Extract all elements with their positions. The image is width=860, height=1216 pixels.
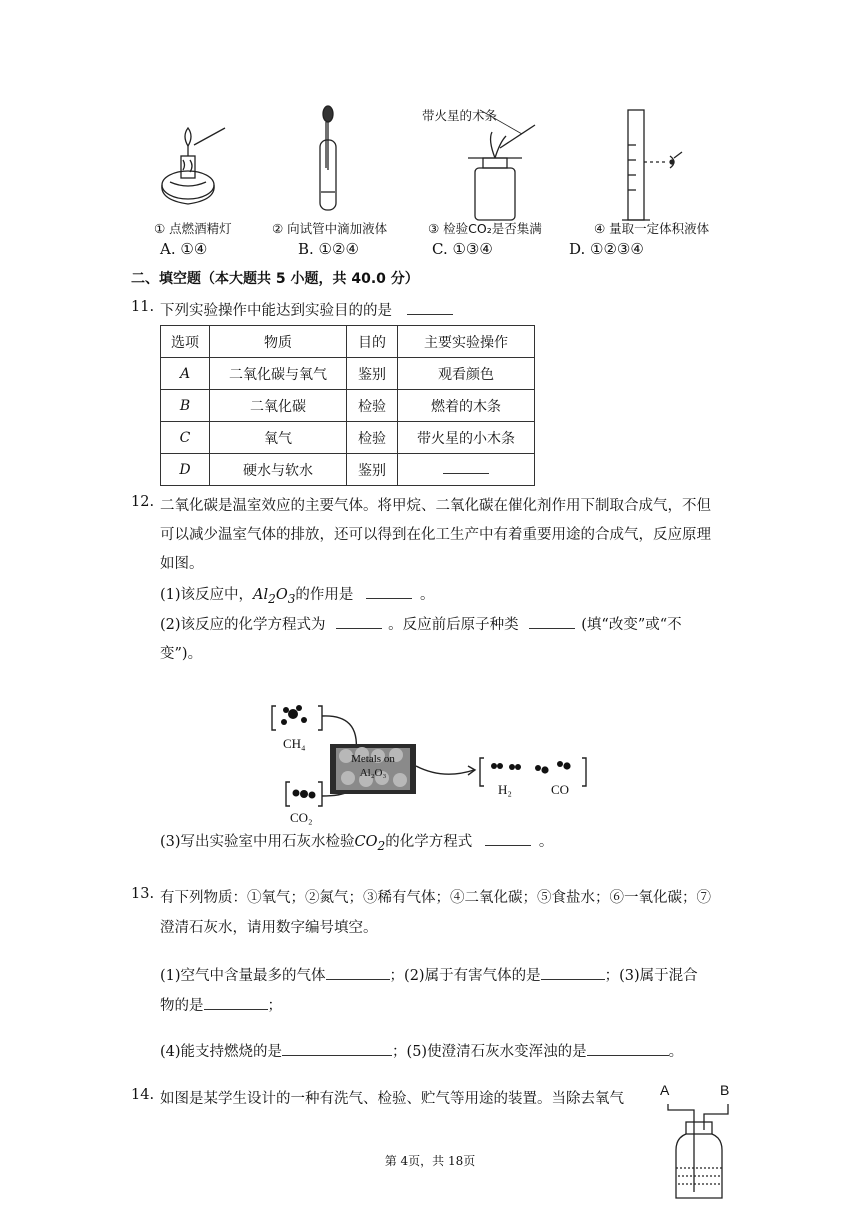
catalyst-label-line1: Metals on bbox=[351, 753, 395, 765]
q13-p5: (4)能支持燃烧的是 bbox=[160, 1044, 283, 1060]
q14-number: 14. bbox=[131, 1087, 155, 1103]
table-row bbox=[161, 454, 535, 486]
caption-3: ③ 检验CO₂是否集满 bbox=[428, 221, 542, 236]
table-cell: D bbox=[161, 454, 210, 486]
strip-label: 带火星的木条 bbox=[422, 108, 498, 123]
gas-bottle-drawing bbox=[468, 110, 535, 220]
q12-sub2-text: (2)该反应的化学方程式为 bbox=[160, 617, 326, 633]
q12-sub2-cont: 变”)。 bbox=[160, 646, 203, 662]
table-cell: C bbox=[161, 422, 210, 454]
q12-sub3-text-b: 的化学方程式 bbox=[385, 834, 473, 850]
q12-sub2-blank-1[interactable] bbox=[336, 628, 382, 629]
table-cell: A bbox=[161, 358, 210, 390]
q13-p1: (1)空气中含量最多的气体 bbox=[160, 968, 326, 984]
header-cell: 选项 bbox=[161, 326, 210, 358]
header-cell: 物质 bbox=[210, 326, 347, 358]
port-b-label: B bbox=[720, 1082, 730, 1098]
q14-text: 如图是某学生设计的一种有洗气、检验、贮气等用途的装置。当除去氧气 bbox=[160, 1091, 624, 1107]
q11-answer-blank[interactable] bbox=[407, 314, 453, 315]
q13-p4: 物的是 bbox=[160, 998, 204, 1014]
q12-line-2: 可以减少温室气体的排放，还可以得到在化工生产中有着重要用途的合成气，反应原理 bbox=[160, 527, 711, 543]
caption-2: ② 向试管中滴加液体 bbox=[272, 221, 388, 236]
caption-4: ④ 量取一定体积液体 bbox=[594, 221, 710, 236]
header-cell: 主要实验操作 bbox=[398, 326, 535, 358]
table-cell: 鉴别 bbox=[347, 358, 398, 390]
q11-table bbox=[160, 325, 535, 486]
q13-sub-line-2: 物的是 ； bbox=[160, 998, 282, 1014]
q12-sub3-blank[interactable] bbox=[485, 845, 531, 846]
table-cell: 硬水与软水 bbox=[210, 454, 347, 486]
al2o3-formula: $Al_2O_3$ bbox=[253, 587, 296, 606]
table-header-row bbox=[161, 326, 535, 358]
table-cell: 二氧化碳与氧气 bbox=[210, 358, 347, 390]
option-b[interactable]: B. ①②④ bbox=[298, 240, 359, 258]
table-cell: 检验 bbox=[347, 422, 398, 454]
co2-label: CO₂ bbox=[290, 810, 313, 825]
table-cell: 观看颜色 bbox=[398, 358, 535, 390]
reaction-diagram bbox=[268, 700, 608, 830]
graduated-cylinder-drawing bbox=[622, 110, 682, 220]
table-cell: 鉴别 bbox=[347, 454, 398, 486]
table-row bbox=[161, 358, 535, 390]
table-row bbox=[161, 390, 535, 422]
q13-blank-3[interactable] bbox=[204, 1009, 268, 1010]
q13-sub-line-3: (4)能支持燃烧的是 ；(5)使澄清石灰水变浑浊的是 。 bbox=[160, 1044, 684, 1060]
section-title: 二、填空题（本大题共 5 小题，共 40.0 分） bbox=[131, 271, 419, 287]
q12-line-1: 二氧化碳是温室效应的主要气体。将甲烷、二氧化碳在催化剂作用下制取合成气，不但 bbox=[160, 498, 711, 514]
catalyst-label bbox=[336, 752, 410, 780]
header-cell: 目的 bbox=[347, 326, 398, 358]
wash-bottle-figure bbox=[656, 1080, 740, 1200]
q12-sub2-blank-2[interactable] bbox=[529, 628, 575, 629]
table-row bbox=[161, 422, 535, 454]
option-a[interactable]: A. ①④ bbox=[160, 240, 208, 258]
ch4-label: CH₄ bbox=[283, 736, 306, 751]
q13-sub-line-1 bbox=[160, 964, 698, 985]
table-cell: 氧气 bbox=[210, 422, 347, 454]
table-cell bbox=[398, 454, 535, 486]
q12-sub2-text-c: (填“改变”或“不 bbox=[581, 617, 682, 633]
q12-number: 12. bbox=[131, 494, 155, 510]
table-cell: 带火星的小木条 bbox=[398, 422, 535, 454]
table-cell: 二氧化碳 bbox=[210, 390, 347, 422]
caption-1: ① 点燃酒精灯 bbox=[154, 221, 232, 236]
q13-p3: ；(3)属于混合 bbox=[604, 968, 698, 984]
q12-sub3: (3)写出实验室中用石灰水检验$CO_2$的化学方程式 。 bbox=[160, 834, 554, 853]
q13-number: 13. bbox=[131, 886, 155, 902]
q11-table-blank[interactable] bbox=[443, 473, 489, 474]
q11-number: 11. bbox=[131, 299, 155, 315]
dropper-test-tube-drawing bbox=[320, 106, 336, 210]
wash-bottle-svg bbox=[656, 1080, 740, 1200]
table-cell: 燃着的木条 bbox=[398, 390, 535, 422]
q13-line-2: 澄清石灰水，请用数字编号填空。 bbox=[160, 920, 378, 936]
table-cell: B bbox=[161, 390, 210, 422]
q13-blank-1[interactable] bbox=[326, 979, 390, 980]
q12-sub1-text-b: 的作用是 bbox=[295, 587, 354, 603]
q13-blank-5[interactable] bbox=[587, 1055, 669, 1056]
co2-molecule bbox=[293, 790, 316, 799]
q13-blank-2[interactable] bbox=[541, 979, 605, 980]
q12-line-3: 如图。 bbox=[160, 556, 204, 572]
option-d[interactable]: D. ①②③④ bbox=[569, 240, 644, 258]
q13-blank-4[interactable] bbox=[282, 1055, 392, 1056]
co-label: CO bbox=[551, 782, 570, 797]
q11-text bbox=[160, 299, 453, 320]
h2-label: H₂ bbox=[498, 782, 512, 797]
h2-molecules bbox=[491, 763, 521, 770]
q12-sub1-blank[interactable] bbox=[366, 598, 412, 599]
ch4-molecule bbox=[281, 705, 307, 725]
q12-sub2-text-b: 。反应前后原子种类 bbox=[388, 617, 519, 633]
catalyst-label-line2: Al₂O₃ bbox=[359, 767, 387, 779]
q12-sub1-text: (1)该反应中， bbox=[160, 587, 254, 603]
q13-p2: ；(2)属于有害气体的是 bbox=[389, 968, 541, 984]
table-cell: 检验 bbox=[347, 390, 398, 422]
q13-p6: ；(5)使澄清石灰水变浑浊的是 bbox=[392, 1044, 587, 1060]
q12-sub3-text: (3)写出实验室中用石灰水检验 bbox=[160, 834, 355, 850]
apparatus-figure bbox=[150, 100, 720, 240]
q11-stem: 下列实验操作中能达到实验目的的是 bbox=[160, 303, 392, 319]
option-c[interactable]: C. ①③④ bbox=[432, 240, 493, 258]
co2-formula: $CO_2$ bbox=[354, 834, 386, 853]
reaction-diagram-svg bbox=[268, 700, 608, 830]
q13-line-1: 有下列物质：①氧气；②氮气；③稀有气体；④二氧化碳；⑤食盐水；⑥一氧化碳；⑦ bbox=[160, 890, 711, 906]
q12-sub2 bbox=[160, 613, 682, 634]
alcohol-lamp-drawing bbox=[162, 128, 225, 204]
port-a-label: A bbox=[660, 1082, 670, 1098]
page-footer: 第 4页，共 18页 bbox=[384, 1154, 476, 1168]
q12-sub1: (1)该反应中，$Al_2O_3$的作用是 。 bbox=[160, 587, 435, 606]
co-molecules bbox=[535, 761, 571, 774]
